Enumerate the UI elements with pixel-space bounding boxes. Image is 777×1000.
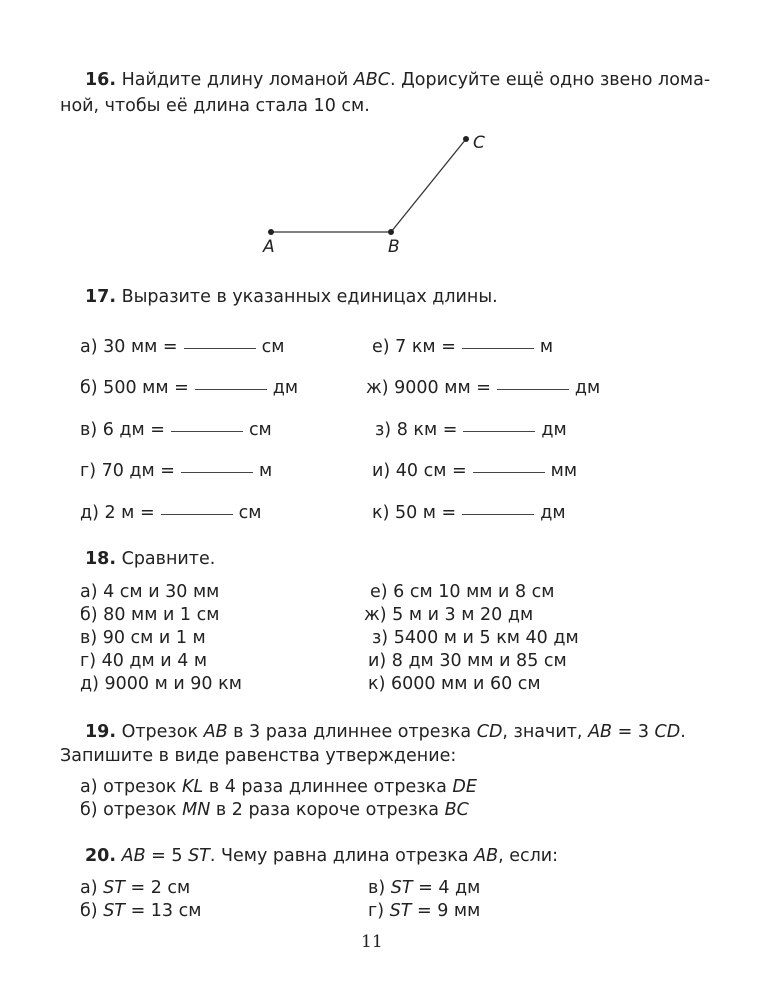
ex20-item-a: а) ST = 2 см — [80, 878, 191, 898]
ex16-line1 — [85, 70, 710, 90]
label-a: A — [263, 237, 275, 257]
point-b — [388, 229, 394, 235]
ex20-item-b: б) ST = 13 см — [80, 901, 202, 921]
ex17-title: Выразите в указанных единицах длины. — [121, 287, 498, 307]
ex17-item-v: в) 6 дм = см — [80, 420, 272, 440]
answer-blank — [473, 472, 545, 473]
ex18-number: 18. — [85, 549, 117, 569]
ex17-item-b: б) 500 мм = дм — [80, 378, 299, 398]
ex17-item-e: е) 7 км = м — [372, 337, 554, 357]
ex17-item-d: д) 2 м = см — [80, 503, 262, 523]
answer-blank — [497, 389, 569, 390]
ex17-heading — [85, 287, 498, 307]
ex18-item-g: г) 40 дм и 4 м — [80, 651, 208, 671]
ex20-number: 20. — [85, 846, 117, 866]
ex18-item-d: д) 9000 м и 90 км — [80, 674, 242, 694]
ex18-item-v: в) 90 см и 1 м — [80, 628, 206, 648]
ex16-polyline-name: ABC — [353, 70, 390, 90]
ex18-item-e: е) 6 см 10 мм и 8 см — [370, 582, 555, 602]
ex17-item-z: з) 8 км = дм — [375, 420, 567, 440]
ex19-line1: 19. Отрезок AB в 3 раза длиннее отрезка CD, значит, AB = 3 CD. — [85, 722, 686, 742]
ex19-item-a: а) отрезок KL в 4 раза длиннее отрезка DE — [80, 777, 477, 797]
ex18-item-i: и) 8 дм 30 мм и 85 см — [368, 651, 567, 671]
ex16-line2: ной, чтобы её длина стала 10 см. — [60, 96, 370, 116]
point-a — [268, 229, 274, 235]
ex19-item-b: б) отрезок MN в 2 раза короче отрезка BC — [80, 800, 469, 820]
ex18-item-z: з) 5400 м и 5 км 40 дм — [372, 628, 579, 648]
point-c — [463, 136, 469, 142]
ex17-number: 17. — [85, 287, 117, 307]
polyline-figure — [255, 128, 495, 260]
answer-blank — [161, 514, 233, 515]
ex16-text-c: . Дорисуйте ещё одно звено лома- — [389, 70, 711, 90]
ex17-item-k: к) 50 м = дм — [372, 503, 566, 523]
ex18-title: Сравните. — [121, 549, 216, 569]
ex17-item-g: г) 70 дм = м — [80, 461, 273, 481]
ex16-text-a: Найдите длину ломаной — [121, 70, 354, 90]
answer-blank — [181, 472, 253, 473]
ex18-heading — [85, 549, 215, 569]
page-number: 11 — [361, 932, 383, 952]
ex20-item-g: г) ST = 9 мм — [368, 901, 481, 921]
label-c: C — [473, 133, 485, 153]
ex19-number: 19. — [85, 722, 117, 742]
answer-blank — [463, 431, 535, 432]
segment-bc — [391, 139, 466, 232]
ex18-item-b: б) 80 мм и 1 см — [80, 605, 220, 625]
ex18-item-a: а) 4 см и 30 мм — [80, 582, 220, 602]
ex18-item-zh: ж) 5 м и 3 м 20 дм — [364, 605, 534, 625]
answer-blank — [462, 348, 534, 349]
ex17-item-i: и) 40 см = мм — [372, 461, 578, 481]
answer-blank — [462, 514, 534, 515]
label-b: B — [388, 237, 400, 257]
ex20-heading: 20. AB = 5 ST. Чему равна длина отрезка AB, если: — [85, 846, 559, 866]
ex16-number: 16. — [85, 70, 117, 90]
ex17-item-a: а) 30 мм = см — [80, 337, 285, 357]
ex17-item-zh: ж) 9000 мм = дм — [366, 378, 601, 398]
answer-blank — [171, 431, 243, 432]
ex18-item-k: к) 6000 мм и 60 см — [368, 674, 541, 694]
answer-blank — [195, 389, 267, 390]
answer-blank — [184, 348, 256, 349]
ex20-item-v: в) ST = 4 дм — [368, 878, 481, 898]
ex19-line2: Запишите в виде равенства утверждение: — [60, 746, 457, 766]
